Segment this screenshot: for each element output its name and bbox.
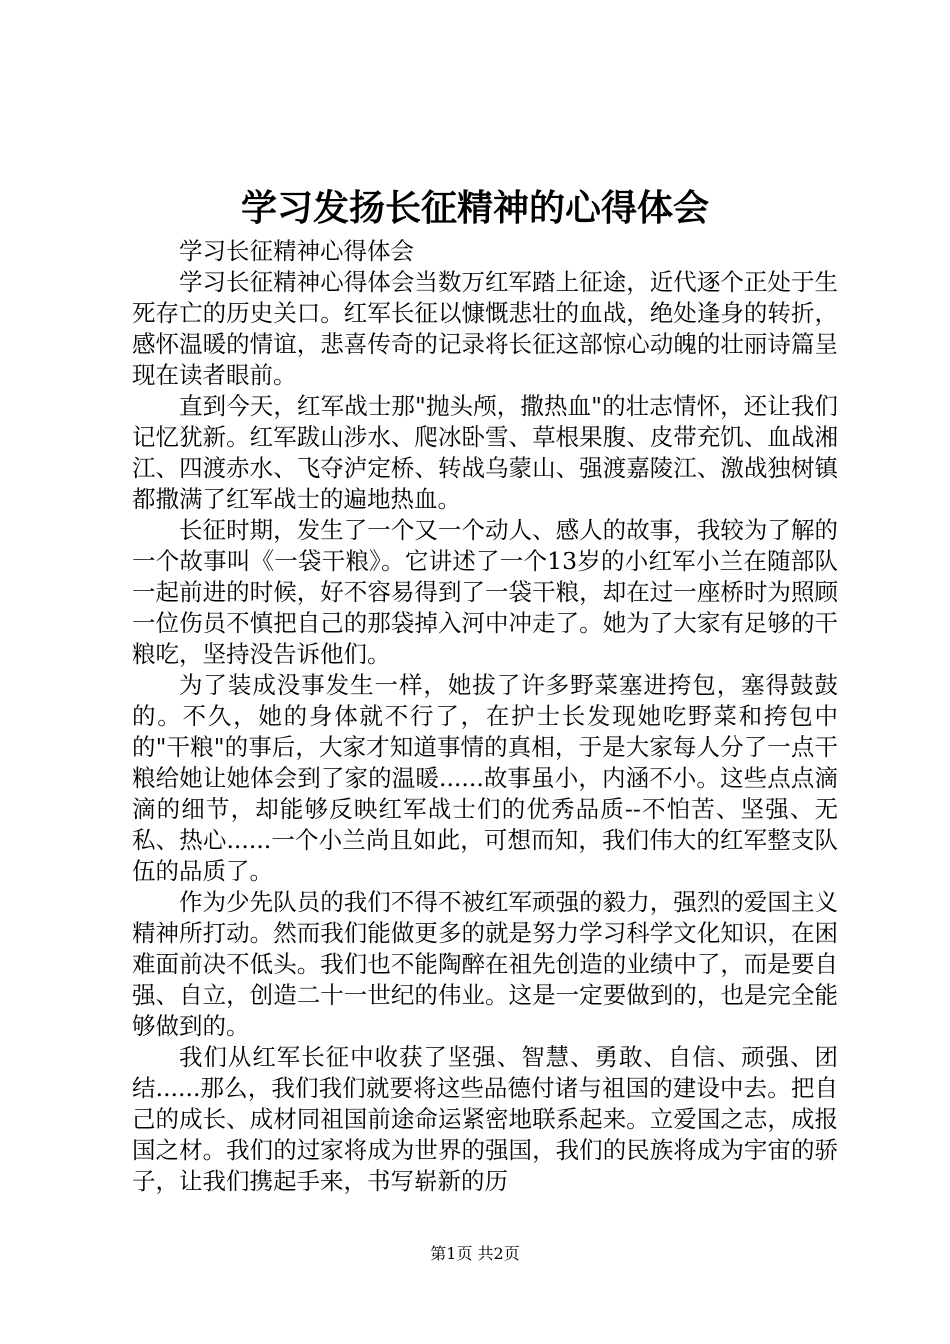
- paragraph: 学习长征精神心得体会当数万红军踏上征途，近代逐个正处于生死存亡的历史关口。红军长征以慷慨悲壮的血战，绝处逢身的转折，感怀温暖的情谊，悲喜传奇的记录将长征这部惊心动魄的壮丽诗篇呈现在读者眼前。: [132, 268, 838, 389]
- paragraph: 为了装成没事发生一样，她拔了许多野菜塞进挎包，塞得鼓鼓的。不久，她的身体就不行了，在护士长发现她吃野菜和挎包中的"干粮"的事后，大家才知道事情的真相，于是大家每人分了一点干粮给她让她体会到了家的温暖......故事虽小，内涵不小。这些点点滴滴的细节，却能够反映红军战士们的优秀品质--不怕苦、坚强、无私、热心......一个小兰尚且如此，可想而知，我们伟大的红军整支队伍的品质了。: [132, 671, 838, 885]
- paragraph-subtitle: 学习长征精神心得体会: [179, 237, 414, 265]
- page-number-footer: 第1页 共2页: [430, 1244, 520, 1263]
- document-body: [132, 236, 838, 1197]
- paragraph: 我们从红军长征中收获了坚强、智慧、勇敢、自信、顽强、团结......那么，我们我们就要将这些品德付诸与祖国的建设中去。把自己的成长、成材同祖国前途命运紧密地联系起来。立爱国之志，成报国之材。我们的过家将成为世界的强国，我们的民族将成为宇宙的骄子，让我们携起手来，书写崭新的历: [132, 1043, 838, 1195]
- paragraph: 长征时期，发生了一个又一个动人、感人的故事，我较为了解的一个故事叫《一袋干粮》。它讲述了一个13岁的小红军小兰在随部队一起前进的时候，好不容易得到了一袋干粮，却在过一座桥时为照顾一位伤员不慎把自己的那袋掉入河中冲走了。她为了大家有足够的干粮吃，坚持没告诉他们。: [132, 516, 838, 668]
- paragraph: 直到今天，红军战士那"抛头颅，撒热血"的壮志情怀，还让我们记忆犹新。红军跋山涉水、爬冰卧雪、草根果腹、皮带充饥、血战湘江、四渡赤水、飞夺泸定桥、转战乌蒙山、强渡嘉陵江、激战独树镇都撒满了红军战士的遍地热血。: [132, 392, 838, 513]
- document-title: 学习发扬长征精神的心得体会: [240, 187, 709, 229]
- paragraph: 作为少先队员的我们不得不被红军顽强的毅力，强烈的爱国主义精神所打动。然而我们能做更多的就是努力学习科学文化知识，在困难面前决不低头。我们也不能陶醉在祖先创造的业绩中了，而是要自强、自立，创造二十一世纪的伟业。这是一定要做到的，也是完全能够做到的。: [132, 888, 838, 1040]
